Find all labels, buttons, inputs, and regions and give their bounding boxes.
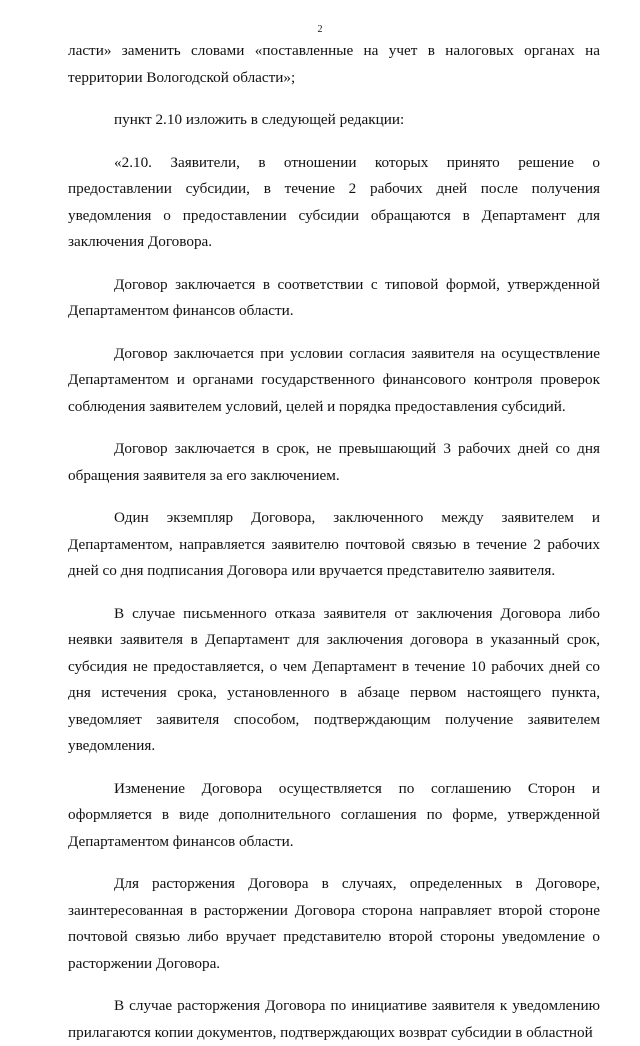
paragraph-termination: Для расторжения Договора в случаях, определенных в Договоре, заинтересованная в расторжении Договора сторона направляет второй стороне почтовой связью либо вручает представителю второй стороны уведомление о расторжении Договора. — [68, 875, 600, 972]
paragraph-clause-2-10: «2.10. Заявители, в отношении которых принято решение о предоставлении субсидии, в течение 2 рабочих дней после получения уведомления о предоставлении субсидии обращаются в Департамент для заключения Договора. — [68, 153, 600, 250]
paragraph-refusal: В случае письменного отказа заявителя от заключения Договора либо неявки заявителя в Департамент для заключения договора в указанный срок, субсидия не предоставляется, о чем Департамент в течение 10 рабочих дней со дня истечения срока, установленного в абзаце первом настоящего пункта, уведомляет заявителя способом, подтверждающим получение заявителем уведомления. — [68, 604, 600, 754]
paragraph-consent: Договор заключается при условии согласия заявителя на осуществление Департаментом и органами государственного финансового контроля проверок соблюдения заявителем условий, целей и порядка предоставления субсидий. — [68, 344, 600, 415]
paragraph-standard-form: Договор заключается в соответствии с типовой формой, утвержденной Департаментом финансов области. — [68, 275, 600, 319]
paragraph-continuation: ласти» заменить словами «поставленные на учет в налоговых органах на территории Вологодской области»; — [68, 42, 600, 86]
paragraph-amendment-intro: пункт 2.10 изложить в следующей редакции: — [114, 111, 405, 128]
document-body — [68, 38, 600, 1046]
paragraph-termination-initiative: В случае расторжения Договора по инициативе заявителя к уведомлению прилагаются копии документов, подтверждающих возврат субсидии в областной — [68, 997, 600, 1041]
paragraph-amendment: Изменение Договора осуществляется по соглашению Сторон и оформляется в виде дополнительного соглашения по форме, утвержденной Департаментом финансов области. — [68, 779, 600, 850]
paragraph-copy-delivery: Один экземпляр Договора, заключенного между заявителем и Департаментом, направляется заявителю почтовой связью в течение 2 рабочих дней со дня подписания Договора или вручается представителю заявителя. — [68, 509, 600, 579]
page-number: 2 — [317, 24, 323, 35]
paragraph-term: Договор заключается в срок, не превышающий 3 рабочих дней со дня обращения заявителя за его заключением. — [68, 440, 600, 484]
